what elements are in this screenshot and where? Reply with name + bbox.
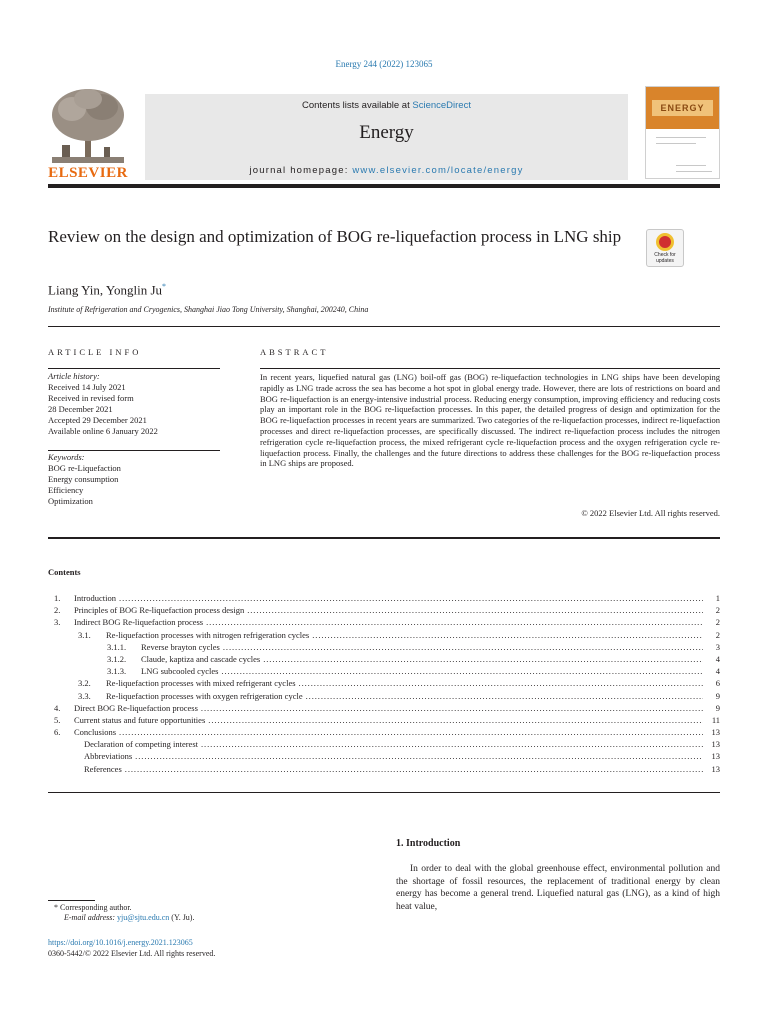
author-names: Liang Yin, Yonglin Ju bbox=[48, 282, 163, 298]
toc-number: 3.1.2. bbox=[107, 653, 127, 664]
toc-number: 3.1. bbox=[78, 629, 91, 640]
article-title: Review on the design and optimization of BOG re-liquefaction process in LNG ship bbox=[48, 227, 622, 246]
toc-page-number: 9 bbox=[715, 702, 720, 713]
toc-page-number: 13 bbox=[711, 763, 720, 774]
toc-leader-dots bbox=[312, 629, 703, 641]
toc-entry[interactable] bbox=[48, 629, 720, 641]
toc-page-number: 4 bbox=[715, 653, 720, 664]
keywords-label: Keywords: bbox=[48, 452, 85, 462]
toc-title: Current status and future opportunities bbox=[74, 714, 206, 725]
section-rule bbox=[48, 537, 720, 539]
toc-title: Indirect BOG Re-liquefaction process bbox=[74, 617, 204, 628]
toc-number: 3. bbox=[54, 617, 61, 628]
toc-entry[interactable] bbox=[48, 604, 720, 616]
history-item: Available online 6 January 2022 bbox=[48, 426, 158, 436]
citation-link[interactable]: Energy 244 (2022) 123065 bbox=[335, 59, 433, 69]
article-history bbox=[48, 371, 158, 437]
abstract-heading: ABSTRACT bbox=[260, 347, 329, 357]
toc-leader-dots bbox=[119, 726, 703, 738]
toc-page-number: 4 bbox=[715, 666, 720, 677]
abstract-rule bbox=[260, 368, 720, 369]
toc-title: Re-liquefaction processes with nitrogen refrigeration cycles bbox=[106, 629, 310, 640]
toc-leader-dots bbox=[201, 738, 703, 750]
history-label: Article history: bbox=[48, 371, 100, 381]
email-footnote bbox=[64, 913, 194, 924]
toc-number bbox=[54, 763, 84, 775]
keyword-item: BOG re-Liquefaction bbox=[48, 463, 121, 473]
toc-title: Conclusions bbox=[74, 727, 117, 738]
toc-leader-dots bbox=[206, 616, 703, 628]
contents-heading: Contents bbox=[48, 567, 81, 577]
toc-number: 6. bbox=[54, 727, 61, 738]
article-info-rule bbox=[48, 368, 220, 369]
toc-entry[interactable] bbox=[48, 677, 720, 689]
table-of-contents bbox=[48, 592, 720, 775]
article-info-heading: ARTICLE INFO bbox=[48, 347, 142, 357]
toc-page-number: 13 bbox=[711, 739, 720, 750]
cover-text-line bbox=[656, 143, 696, 144]
toc-number: 1. bbox=[54, 593, 61, 603]
history-item: Accepted 29 December 2021 bbox=[48, 415, 147, 425]
toc-page-number: 11 bbox=[711, 714, 720, 725]
toc-page-number: 2 bbox=[715, 629, 720, 640]
toc-entry[interactable] bbox=[48, 665, 720, 677]
toc-number: 5. bbox=[54, 714, 61, 725]
check-updates-icon bbox=[656, 233, 674, 251]
corresponding-author-note: * Corresponding author. bbox=[54, 903, 132, 912]
toc-number bbox=[54, 738, 84, 750]
toc-entry[interactable] bbox=[48, 750, 720, 762]
toc-title: Re-liquefaction processes with oxygen refrigeration cycle bbox=[106, 690, 303, 701]
elsevier-logo[interactable] bbox=[48, 87, 138, 182]
email-link[interactable]: yju@sjtu.edu.cn bbox=[117, 913, 170, 922]
toc-page-number: 9 bbox=[715, 690, 720, 701]
journal-cover-thumbnail[interactable] bbox=[645, 86, 720, 179]
toc-title: Principles of BOG Re-liquefaction process design bbox=[74, 605, 245, 616]
keyword-item: Efficiency bbox=[48, 485, 84, 495]
header-rule bbox=[48, 184, 720, 188]
affiliation-rule bbox=[48, 326, 720, 327]
journal-header-band bbox=[145, 94, 628, 180]
toc-page-number: 1 bbox=[715, 593, 720, 603]
toc-leader-dots bbox=[263, 653, 703, 665]
keywords bbox=[48, 452, 121, 507]
toc-entry[interactable] bbox=[48, 616, 720, 628]
affiliation: Institute of Refrigeration and Cryogenics, Shanghai Jiao Tong University, Shanghai, 200240, China bbox=[48, 305, 369, 314]
cover-text-line bbox=[656, 137, 706, 138]
cover-text-line bbox=[676, 171, 712, 172]
cover-band bbox=[646, 87, 719, 129]
introduction-body: In order to deal with the global greenhouse effect, environmental pollution and the shortage of fossil resources, the replacement of traditional energy by clean energy has become a general trend. Liquefied natural gas (LNG), as a kind of high heat value, bbox=[396, 864, 720, 912]
keyword-item: Energy consumption bbox=[48, 474, 119, 484]
toc-leader-dots bbox=[247, 604, 703, 616]
toc-number: 3.3. bbox=[78, 690, 91, 701]
contents-available-line bbox=[145, 100, 628, 111]
check-updates-label: Check for updates bbox=[654, 252, 676, 264]
keyword-item: Optimization bbox=[48, 496, 93, 506]
toc-title: Claude, kaptiza and cascade cycles bbox=[141, 653, 261, 664]
toc-title: LNG subcooled cycles bbox=[141, 666, 219, 677]
toc-page-number: 3 bbox=[715, 641, 720, 652]
cover-text-line bbox=[676, 165, 706, 166]
contents-rule bbox=[48, 792, 720, 793]
issn-line: 0360-5442/© 2022 Elsevier Ltd. All rights reserved. bbox=[48, 949, 216, 958]
homepage-prefix: journal homepage: bbox=[249, 165, 353, 176]
toc-entry[interactable] bbox=[48, 702, 720, 714]
journal-homepage-line bbox=[145, 165, 628, 176]
email-suffix: (Y. Ju). bbox=[169, 913, 195, 922]
toc-page-number: 2 bbox=[715, 605, 720, 616]
toc-number: 2. bbox=[54, 605, 61, 616]
toc-entry[interactable] bbox=[48, 726, 720, 738]
toc-leader-dots bbox=[119, 592, 703, 604]
abstract-copyright: © 2022 Elsevier Ltd. All rights reserved. bbox=[581, 508, 720, 518]
history-item: Received 14 July 2021 bbox=[48, 382, 126, 392]
toc-entry[interactable] bbox=[48, 738, 720, 750]
toc-title: Declaration of competing interest bbox=[84, 739, 198, 750]
tree-icon bbox=[48, 87, 128, 165]
journal-name: Energy bbox=[359, 122, 414, 143]
toc-leader-dots bbox=[223, 641, 703, 653]
toc-page-number: 13 bbox=[711, 727, 720, 738]
toc-page-number: 2 bbox=[715, 617, 720, 628]
footnote-rule bbox=[48, 900, 95, 901]
publisher-name: ELSEVIER bbox=[48, 165, 128, 181]
sciencedirect-link[interactable]: ScienceDirect bbox=[412, 100, 471, 111]
toc-title: Abbreviations bbox=[84, 751, 133, 762]
introduction-heading: 1. Introduction bbox=[396, 838, 461, 849]
toc-title: References bbox=[84, 763, 122, 774]
history-item: 28 December 2021 bbox=[48, 404, 113, 414]
toc-leader-dots bbox=[135, 750, 703, 762]
corresponding-author-mark[interactable]: * bbox=[162, 282, 167, 291]
toc-leader-dots bbox=[201, 702, 703, 714]
toc-page-number: 13 bbox=[711, 751, 720, 762]
toc-leader-dots bbox=[221, 665, 703, 677]
toc-title: Introduction bbox=[74, 593, 117, 603]
toc-entry[interactable] bbox=[48, 641, 720, 653]
toc-entry[interactable] bbox=[48, 653, 720, 665]
contents-prefix: Contents lists available at bbox=[302, 100, 413, 111]
keywords-rule bbox=[48, 450, 220, 451]
check-for-updates-button[interactable] bbox=[646, 229, 684, 267]
toc-entry[interactable] bbox=[48, 592, 720, 604]
toc-leader-dots bbox=[306, 690, 703, 702]
history-item: Received in revised form bbox=[48, 393, 134, 403]
toc-number: 3.1.3. bbox=[107, 666, 127, 677]
toc-leader-dots bbox=[125, 763, 703, 775]
toc-entry[interactable] bbox=[48, 763, 720, 775]
cover-title: ENERGY bbox=[652, 100, 713, 116]
toc-number: 4. bbox=[54, 702, 61, 713]
toc-title: Re-liquefaction processes with mixed refrigerant cycles bbox=[106, 678, 296, 689]
homepage-link[interactable]: www.elsevier.com/locate/energy bbox=[352, 165, 524, 176]
doi-link[interactable]: https://doi.org/10.1016/j.energy.2021.123065 bbox=[48, 938, 193, 947]
toc-title: Reverse brayton cycles bbox=[141, 641, 220, 652]
email-label: E-mail address: bbox=[64, 913, 118, 922]
toc-entry[interactable] bbox=[48, 714, 720, 726]
author-list bbox=[48, 282, 166, 298]
abstract-body: In recent years, liquefied natural gas (LNG) boil-off gas (BOG) re-liquefaction technologies in LNG ships have been developing rapidly as LNG trade across the sea has become a hot spot in global energy trade. However, there are lots of restrictions on board and BOG re-liquefaction is an energy-intensive industrial process. Reducing energy consumption, improving efficiency and reducing costs play an important role in the BOG re-liquefaction processes. In this paper, the detailed progress of design and optimization for the BOG re-liquefaction processes in recent years are summarized. Two categories of the re-liquefaction processes, indirect re-liquefaction processes and direct re-liquefaction processes, are specifically discussed. The indirect re-liquefaction process includes the nitrogen refrigeration cycle re-liquefaction process, the mixed refrigerant cycle re-liquefaction process and the oxygen refrigeration cycle re-liquefaction process. Finally, the challenges and the future directions to address these challenges for the BOG re-liquefaction process in LNG ships are proposed. bbox=[260, 372, 720, 469]
toc-number: 3.2. bbox=[78, 678, 91, 689]
toc-title: Direct BOG Re-liquefaction process bbox=[74, 702, 198, 713]
toc-entry[interactable] bbox=[48, 690, 720, 702]
toc-number bbox=[54, 750, 84, 762]
toc-number: 3.1.1. bbox=[107, 641, 127, 652]
toc-leader-dots bbox=[299, 677, 703, 689]
toc-leader-dots bbox=[208, 714, 703, 726]
toc-page-number: 6 bbox=[715, 678, 720, 689]
